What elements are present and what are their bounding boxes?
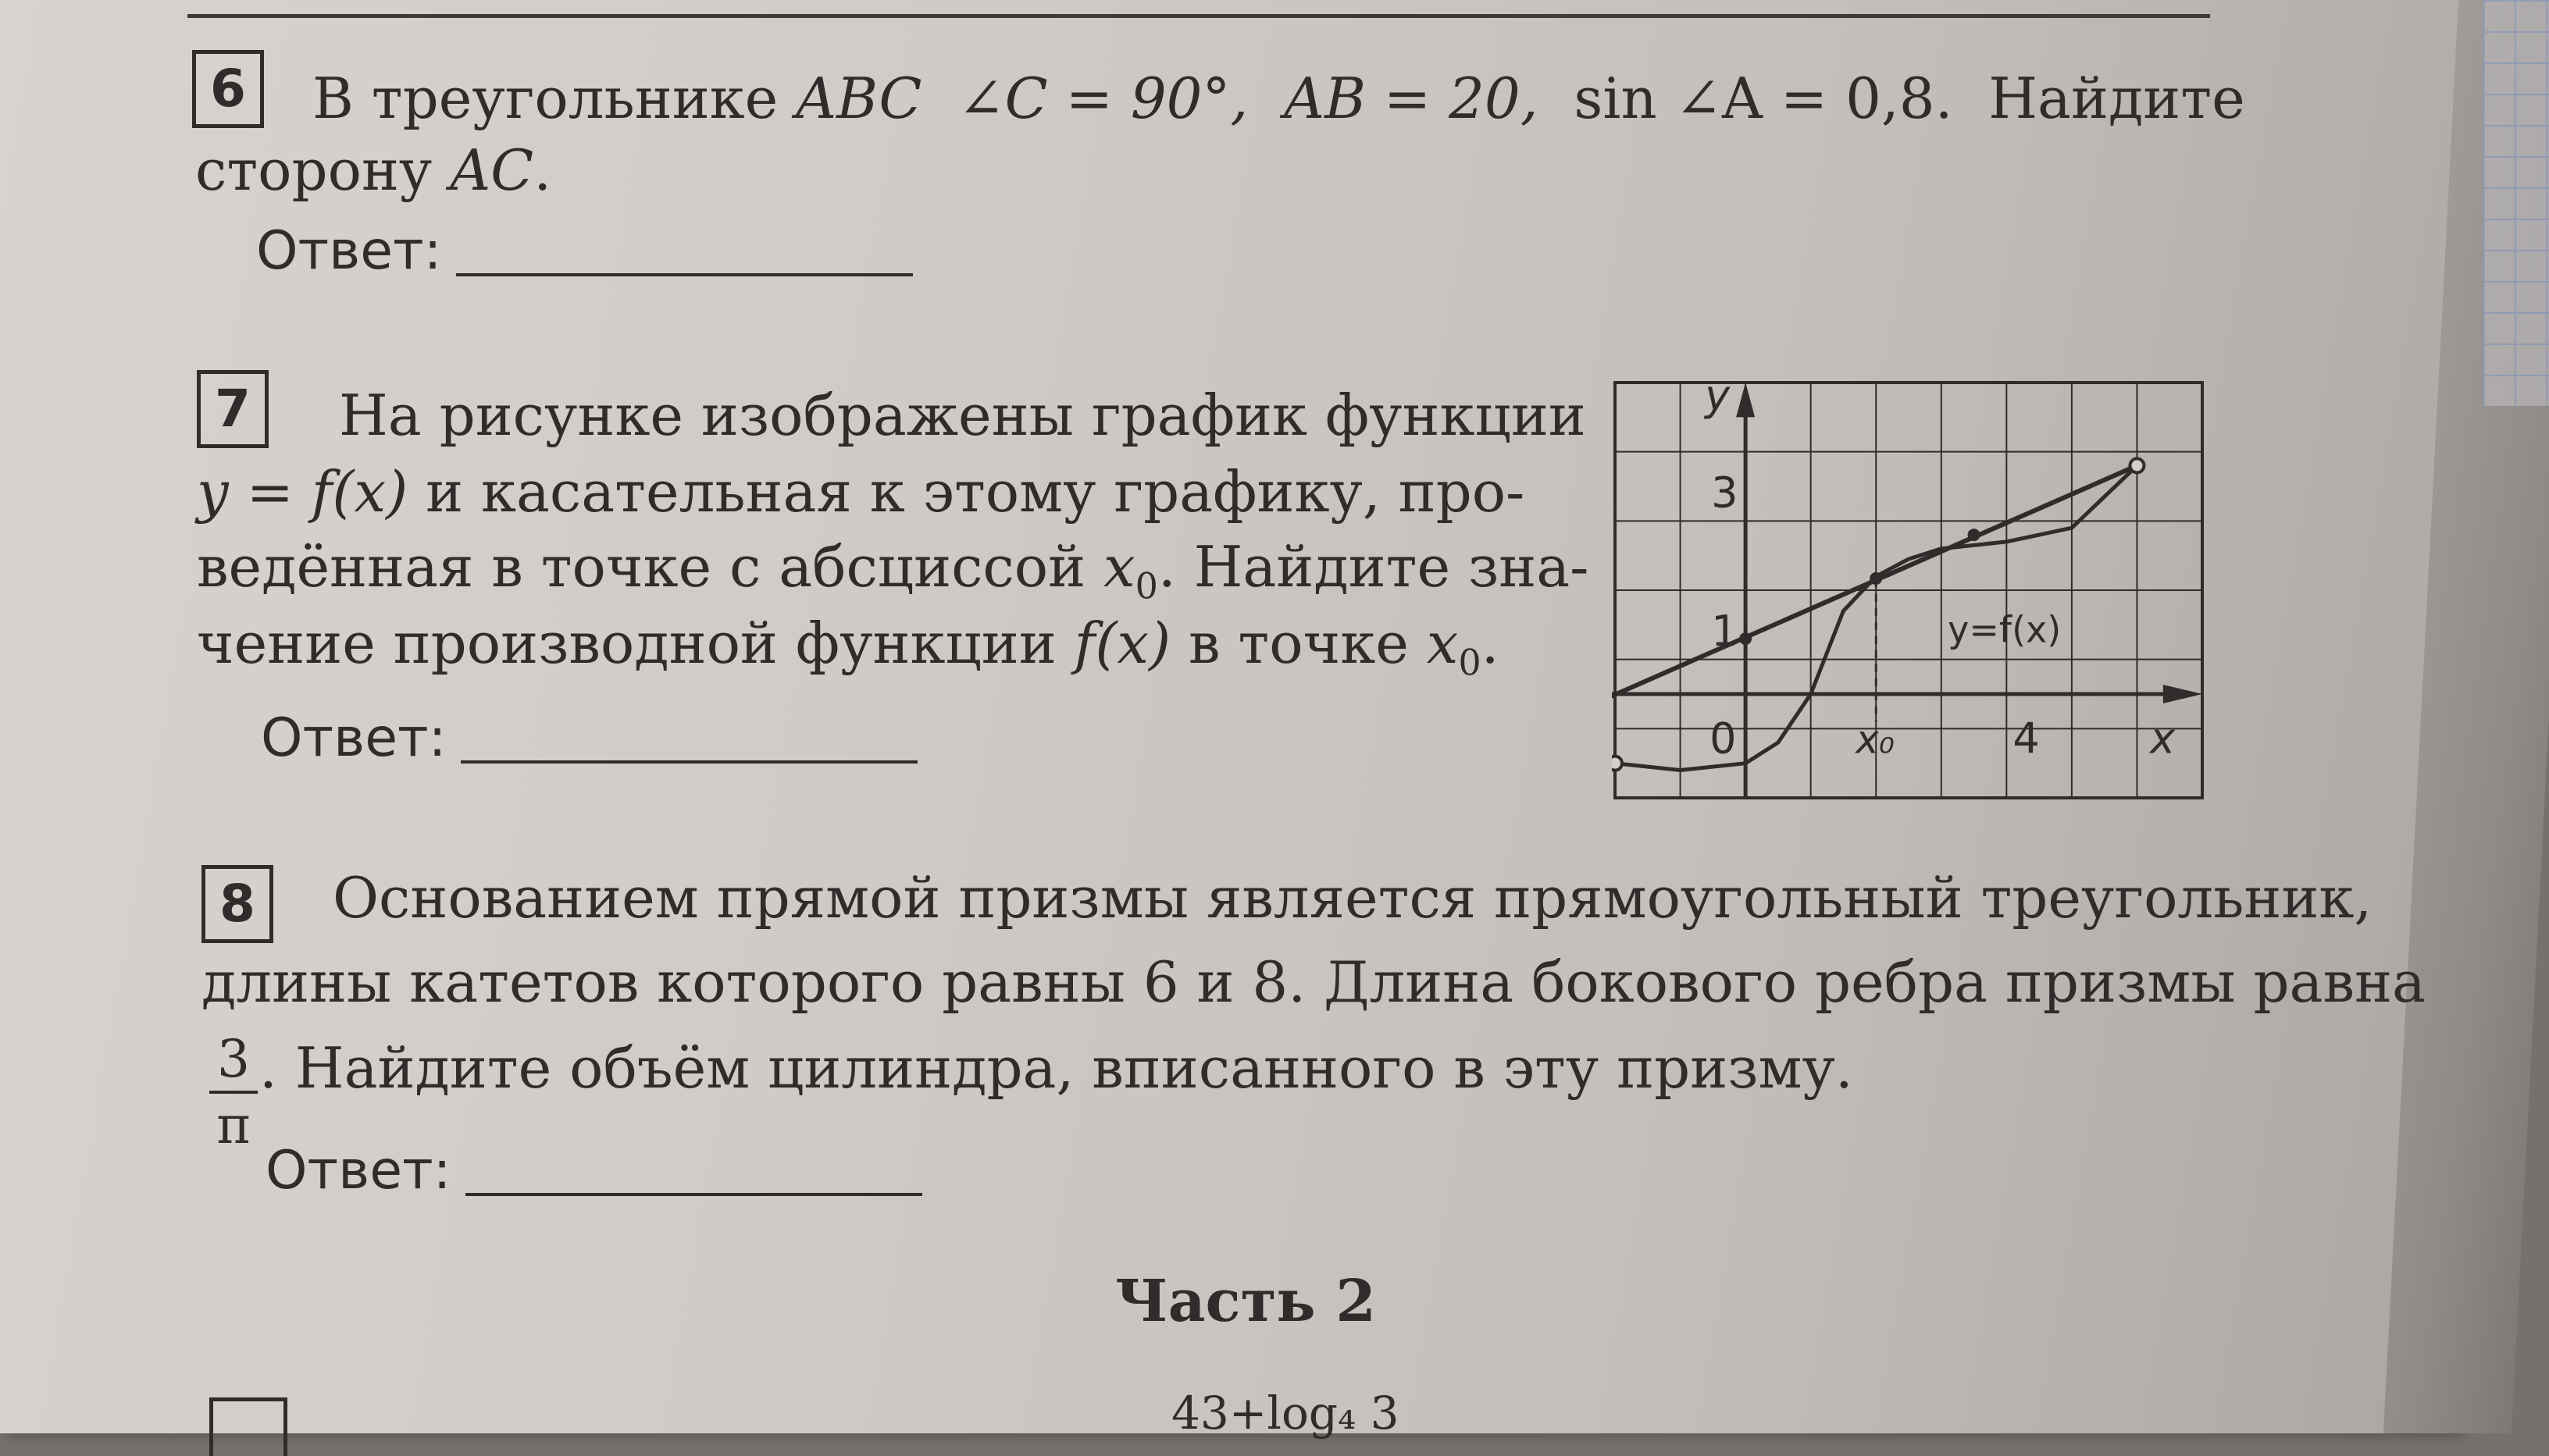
endpoint-open [1612,756,1622,771]
p7-x0-2-sub: 0 [1458,641,1481,684]
function-label: y=f(x) [1948,608,2062,651]
problem-7-line-4 [197,607,1499,698]
tangent-point [1870,572,1882,585]
y-axis-label: y [1705,379,1731,421]
p7-fx: f(x) [1074,611,1171,676]
problem-8-line-2: длины катетов которого равны 6 и 8. Длина бокового ребра призмы равна [201,949,2426,1015]
p8-frac-bar [209,1091,258,1094]
problem-6-number: 6 [192,50,264,128]
p7-answer-label: Ответ: [261,707,447,769]
problem-6-answer [256,220,913,282]
p7-x0-2: x [1426,611,1459,676]
problem-7-number: 7 [197,370,269,448]
p7-line4-start: чение производной функции [197,611,1075,676]
tangent-point [1968,529,1980,541]
problem-7-line-1: На рисунке изображены график функции [339,383,1586,448]
problem-8-number: 8 [201,865,273,943]
p7-function: y = f(x) [197,459,408,525]
tick-label-y1: 1 [1711,606,1738,656]
p8-fraction [209,1029,258,1155]
p6-sin: sin ∠A = 0,8. [1574,66,1953,131]
part-2-title: Часть 2 [1115,1268,1376,1335]
top-rule [187,14,2210,18]
bottom-expression-fragment: 43+log₄ 3 [1171,1387,1399,1440]
p6-side: AC [450,137,534,203]
problem-8-line-1: Основанием прямой призмы является прямоугольный треугольник, [333,865,2373,931]
endpoint-open [2130,458,2144,472]
function-graph-svg [1612,379,2205,801]
p7-x0-sub: 0 [1135,564,1158,607]
y-axis-arrow [1736,383,1755,417]
p6-triangle: ABC [796,66,922,131]
graph-paper-edge [2483,0,2549,406]
p6-line2-text: сторону [195,137,451,203]
problem-8-line-3: . Найдите объём цилиндра, вписанного в эту призму. [259,1035,1853,1101]
tick-label-origin: 0 [1709,714,1737,764]
p8-frac-den: π [216,1095,251,1155]
p6-ab: AB = 20, [1284,66,1538,131]
tick-label-x0: x₀ [1856,717,1895,763]
problem-7-answer [261,707,918,769]
p8-frac-num: 3 [217,1029,250,1089]
function-graph [1612,379,2205,801]
grid [1615,383,2202,798]
p8-answer-line[interactable] [465,1193,922,1196]
p6-line2-end: . [533,137,552,203]
tick-label-x4: 4 [2012,714,2040,764]
p7-line3-start: ведённая в точке с абсциссой [197,534,1103,600]
p7-answer-line[interactable] [461,760,918,764]
p7-line3-end: . Найдите зна- [1157,534,1589,600]
p7-line4-end: . [1481,611,1499,676]
p6-answer-line[interactable] [456,273,913,276]
problem-6-line-2 [195,134,551,206]
p8-answer-label: Ответ: [266,1140,451,1201]
p7-line2-rest: и касательная к этому графику, про- [408,459,1525,525]
x-axis-arrow [2163,685,2202,703]
problem-6-line-1 [312,62,2245,134]
p6-answer-label: Ответ: [256,220,442,282]
p7-line4-mid: в точке [1171,611,1427,676]
labels [1703,379,2176,763]
p6-text-start: В треугольнике [312,66,797,131]
tick-label-y3: 3 [1711,468,1738,518]
x-axis-label: x [2150,714,2176,764]
problem-8-answer [266,1140,922,1201]
problem-9-number-fragment [209,1397,287,1456]
problem-7-line-2 [197,456,1524,528]
p7-x0: x [1103,534,1135,600]
tangent-point [1739,632,1752,645]
p6-find: Найдите [1988,66,2245,131]
p6-angle: ∠C = 90°, [957,66,1249,131]
